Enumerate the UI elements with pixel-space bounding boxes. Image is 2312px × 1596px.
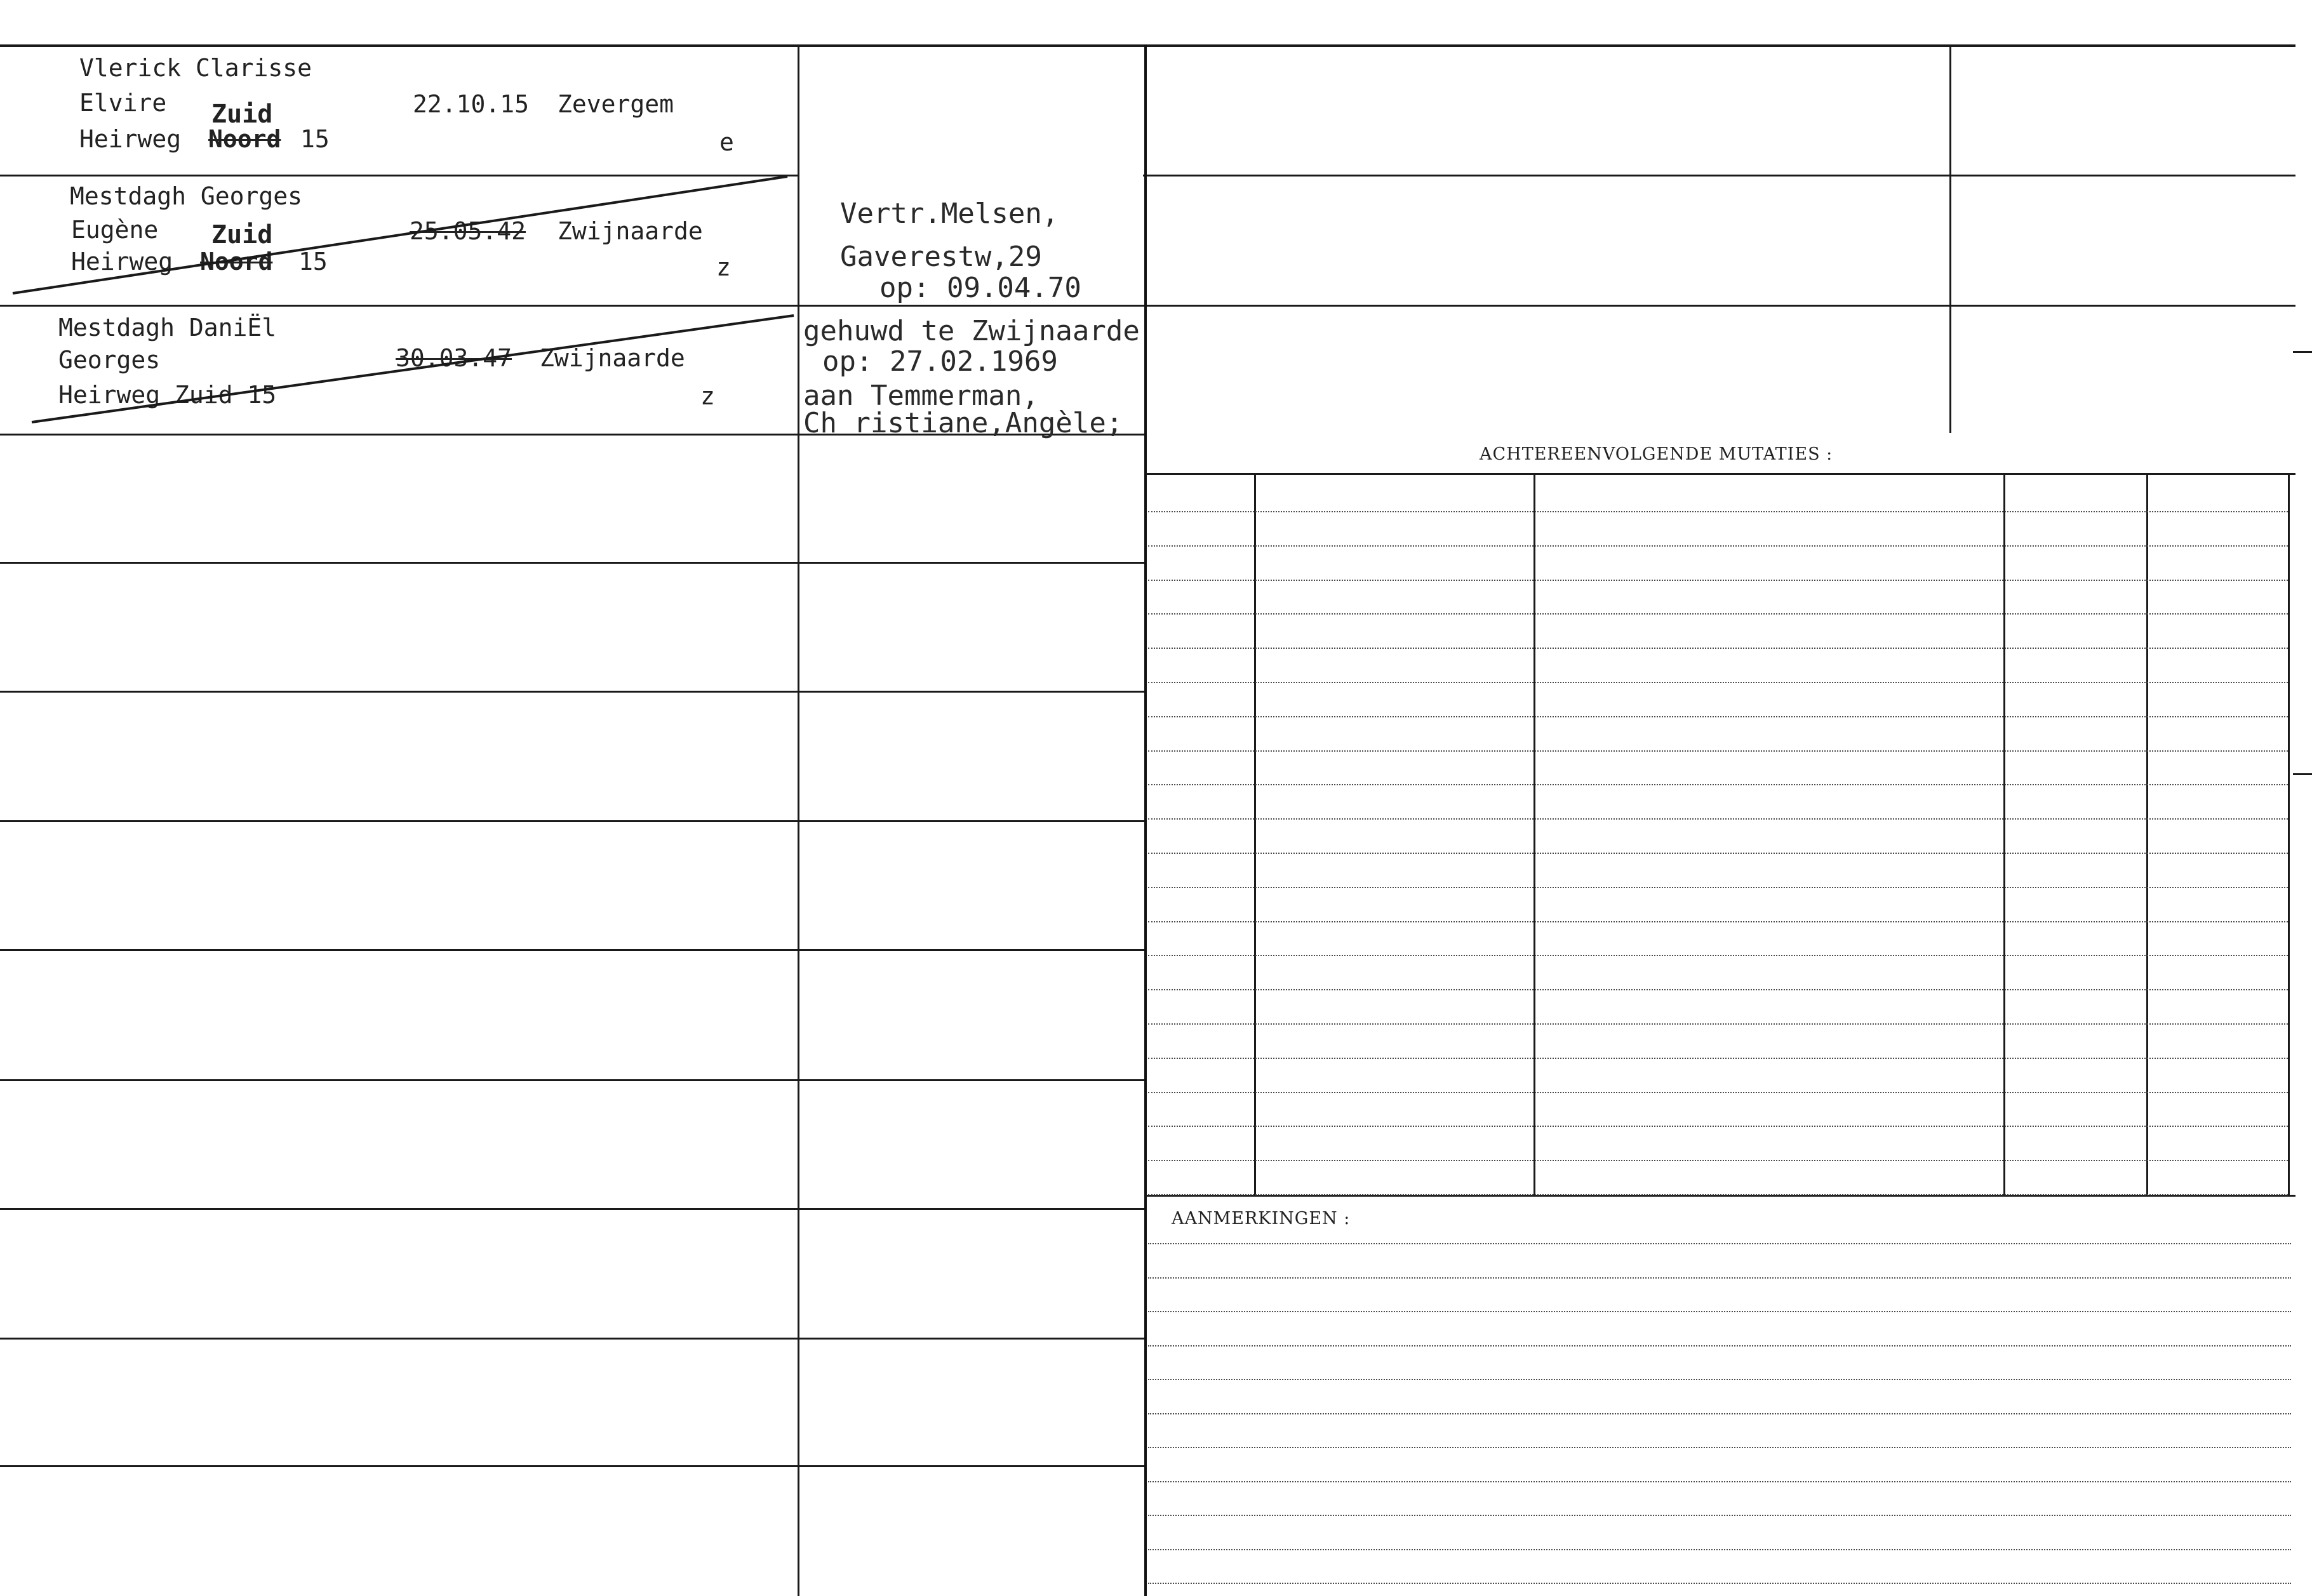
- birth-date: 30.03.47: [396, 344, 512, 372]
- marriage-note: gehuwd te Zwijnaarde: [803, 315, 1140, 347]
- departure-note: Vertr.Melsen,: [840, 197, 1059, 230]
- address-number: 15: [300, 125, 330, 153]
- person-name: Vlerick Clarisse: [79, 54, 312, 82]
- address-number: 15: [298, 248, 328, 276]
- remarks-heading: AANMERKINGEN :: [1172, 1209, 1351, 1228]
- address-struck-word: Noord: [200, 248, 273, 276]
- birth-place: Zwijnaarde: [558, 217, 703, 245]
- cancellation-stroke: [32, 316, 794, 422]
- street-correction: Zuid: [211, 100, 273, 129]
- mutations-heading: ACHTEREENVOLGENDE MUTATIES :: [1480, 444, 1833, 464]
- birth-date: 22.10.15: [413, 90, 530, 118]
- person-name: Mestdagh Georges: [70, 182, 303, 210]
- person-given-name: Georges: [58, 346, 161, 374]
- departure-note: op: 09.04.70: [879, 272, 1081, 304]
- address-street: Heirweg Zuid 15: [58, 381, 277, 409]
- relation-code: z: [700, 382, 715, 410]
- marriage-note: aan Temmerman,: [803, 380, 1039, 412]
- birth-date: 25.05.42: [410, 217, 526, 245]
- relation-code: e: [719, 128, 734, 156]
- marriage-note: op: 27.02.1969: [822, 345, 1058, 378]
- birth-place: Zevergem: [558, 90, 674, 118]
- address-street: Heirweg: [71, 248, 173, 276]
- departure-note: Gaverestw,29: [840, 241, 1042, 273]
- street-correction: Zuid: [211, 220, 273, 249]
- address-struck-word: Noord: [208, 125, 281, 153]
- marriage-note: Ch ristiane,Angèle;: [803, 407, 1123, 439]
- birth-place: Zwijnaarde: [540, 344, 685, 372]
- person-given-name: Elvire: [79, 89, 167, 117]
- cancellation-stroke: [13, 176, 787, 293]
- person-given-name: Eugène: [71, 216, 159, 244]
- address-street: Heirweg: [79, 125, 182, 153]
- person-name: Mestdagh DaniЁl: [58, 314, 277, 342]
- relation-code: z: [716, 253, 731, 281]
